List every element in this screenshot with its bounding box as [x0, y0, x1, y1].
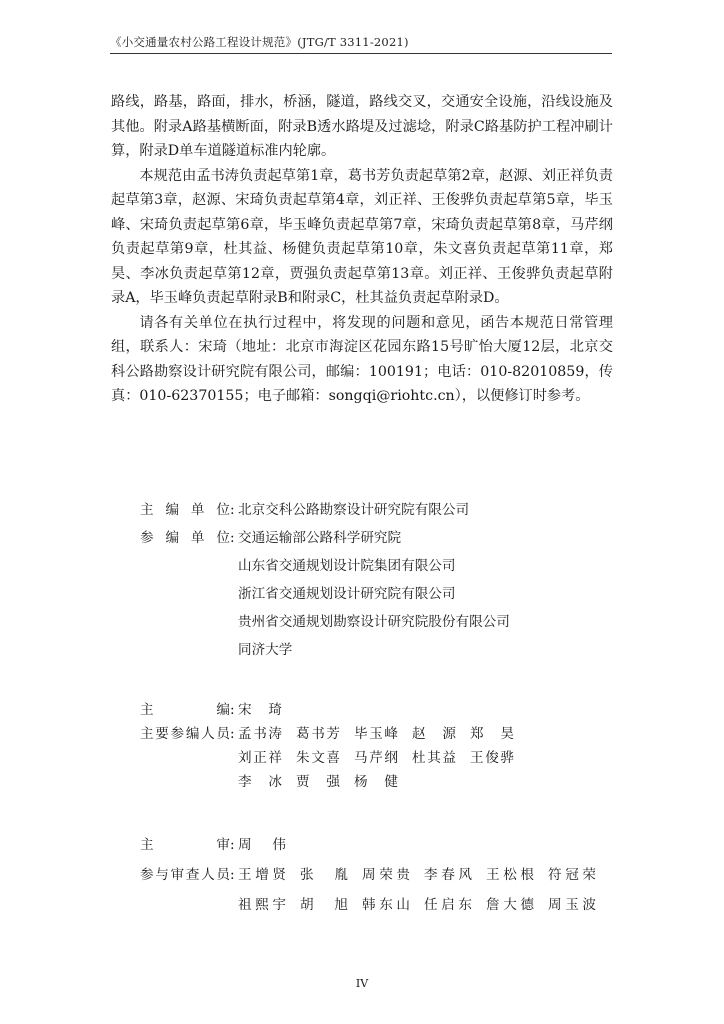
chief-unit-label: 主编单位 [140, 502, 230, 518]
chief-editor-label: 主编 [140, 702, 230, 718]
editors-section [140, 698, 528, 794]
paragraph-drafters: 本规范由孟书涛负责起草第1章，葛书芳负责起草第2章，赵源、刘正祥负责起草第3章，赵源、宋琦负责起草第4章，刘正祥、王俊骅负责起草第5章，毕玉峰、宋琦负责起草第6章，毕玉峰负责起草第7章，宋琦负责起草第8章，马芹纲负责起草第9章，杜其益、杨健负责起草第10章，朱文喜负责起草第11章，郑昊、李冰负责起草第12章，贾强负责起草第13章。刘正祥、王俊骅负责起草附录A，毕玉峰负责起草附录B和附录C，杜其益负责起草附录D。 [111, 167, 613, 306]
header-rule [110, 53, 612, 54]
reviewer-name: 祖熙宇 [238, 897, 286, 913]
chief-unit: 北京交科公路勘察设计研究院有限公司 [238, 502, 470, 518]
reviewer-name: 胡旭 [300, 897, 348, 913]
chief-editor-row: 主编 : 宋琦 [140, 698, 528, 722]
participating-unit-row: 参编单位 : 交通运输部公路科学研究院 [140, 524, 510, 552]
participating-unit: 同济大学 [238, 642, 293, 658]
participating-unit-row [140, 636, 510, 664]
reviewer-name: 韩东山 [362, 897, 410, 913]
paragraph-chapters: 路线，路基，路面，排水，桥涵，隧道，路线交叉，交通安全设施，沿线设施及其他。附录A路基横断面，附录B透水路堤及过滤埝，附录C路基防护工程冲刷计算，附录D单车道隧道标准内轮廓。 [111, 94, 613, 159]
editor-name: 刘正祥 [238, 750, 282, 766]
main-editors-row: 主要参编人员 : 孟书涛 葛书芳 毕玉峰 赵源 郑昊 [140, 722, 528, 746]
reviewer-name: 詹大德 [486, 897, 534, 913]
chief-unit-row: 主编单位 : 北京交科公路勘察设计研究院有限公司 [140, 496, 510, 524]
paragraph-contact: 请各有关单位在执行过程中，将发现的问题和意见，函告本规范日常管理组，联系人：宋琦（地址：北京市海淀区花园东路15号旷怡大厦12层，北京交科公路勘察设计研究院有限公司，邮编：100191；电话：010-82010859，传真：010-62370155；电子邮箱：songqi@riohtc.cn），以便修订时参考。 [111, 314, 613, 404]
editor-name: 葛书芳 [296, 726, 340, 742]
participating-unit-row [140, 552, 510, 580]
reviewers-row: 参与审查人员 : 王增贤 张胤 周荣贵 李春风 王松根 符冠荣 [140, 860, 610, 890]
editor-name: 孟书涛 [238, 726, 282, 742]
editor-name: 杜其益 [412, 750, 456, 766]
reviewer-name: 王增贤 [238, 867, 286, 883]
main-editors-label: 主要参编人员 [140, 726, 230, 742]
chief-reviewer: 周伟 [238, 837, 286, 853]
main-editors-row [140, 770, 528, 794]
editor-name: 赵源 [412, 726, 456, 742]
editor-name: 郑昊 [470, 726, 514, 742]
reviewer-name: 周玉波 [548, 897, 596, 913]
units-section [140, 496, 510, 664]
participating-unit: 浙江省交通规划设计研究院有限公司 [238, 586, 456, 602]
editor-name: 马芹纲 [354, 750, 398, 766]
reviewers-section [140, 830, 610, 920]
editor-name: 贾强 [296, 774, 340, 790]
editor-name: 毕玉峰 [354, 726, 398, 742]
participating-unit: 贵州省交通规划勘察设计研究院股份有限公司 [238, 614, 510, 630]
reviewer-name: 王松根 [486, 867, 534, 883]
editor-name: 朱文喜 [296, 750, 340, 766]
reviewers-row [140, 890, 610, 920]
chief-reviewer-row: 主审 : 周伟 [140, 830, 610, 860]
participating-unit-row [140, 608, 510, 636]
main-editors-row [140, 746, 528, 770]
editor-name: 杨健 [354, 774, 398, 790]
editor-name: 李冰 [238, 774, 282, 790]
participating-unit-row [140, 580, 510, 608]
reviewer-name: 张胤 [300, 867, 348, 883]
participating-unit-label: 参编单位 [140, 530, 230, 546]
body-text [111, 90, 613, 409]
reviewer-name: 任启东 [424, 897, 472, 913]
chief-reviewer-label: 主审 [140, 837, 230, 853]
reviewers-label: 参与审查人员 [140, 867, 230, 883]
running-header: 《小交通量农村公路工程设计规范》(JTG/T 3311-2021) [110, 35, 409, 49]
chief-editor: 宋琦 [238, 702, 282, 718]
reviewer-name: 符冠荣 [548, 867, 596, 883]
reviewer-name: 李春风 [424, 867, 472, 883]
participating-unit: 山东省交通规划设计院集团有限公司 [238, 558, 456, 574]
participating-unit: 交通运输部公路科学研究院 [238, 530, 402, 546]
reviewer-name: 周荣贵 [362, 867, 410, 883]
editor-name: 王俊骅 [470, 750, 514, 766]
page-number: IV [355, 977, 369, 990]
